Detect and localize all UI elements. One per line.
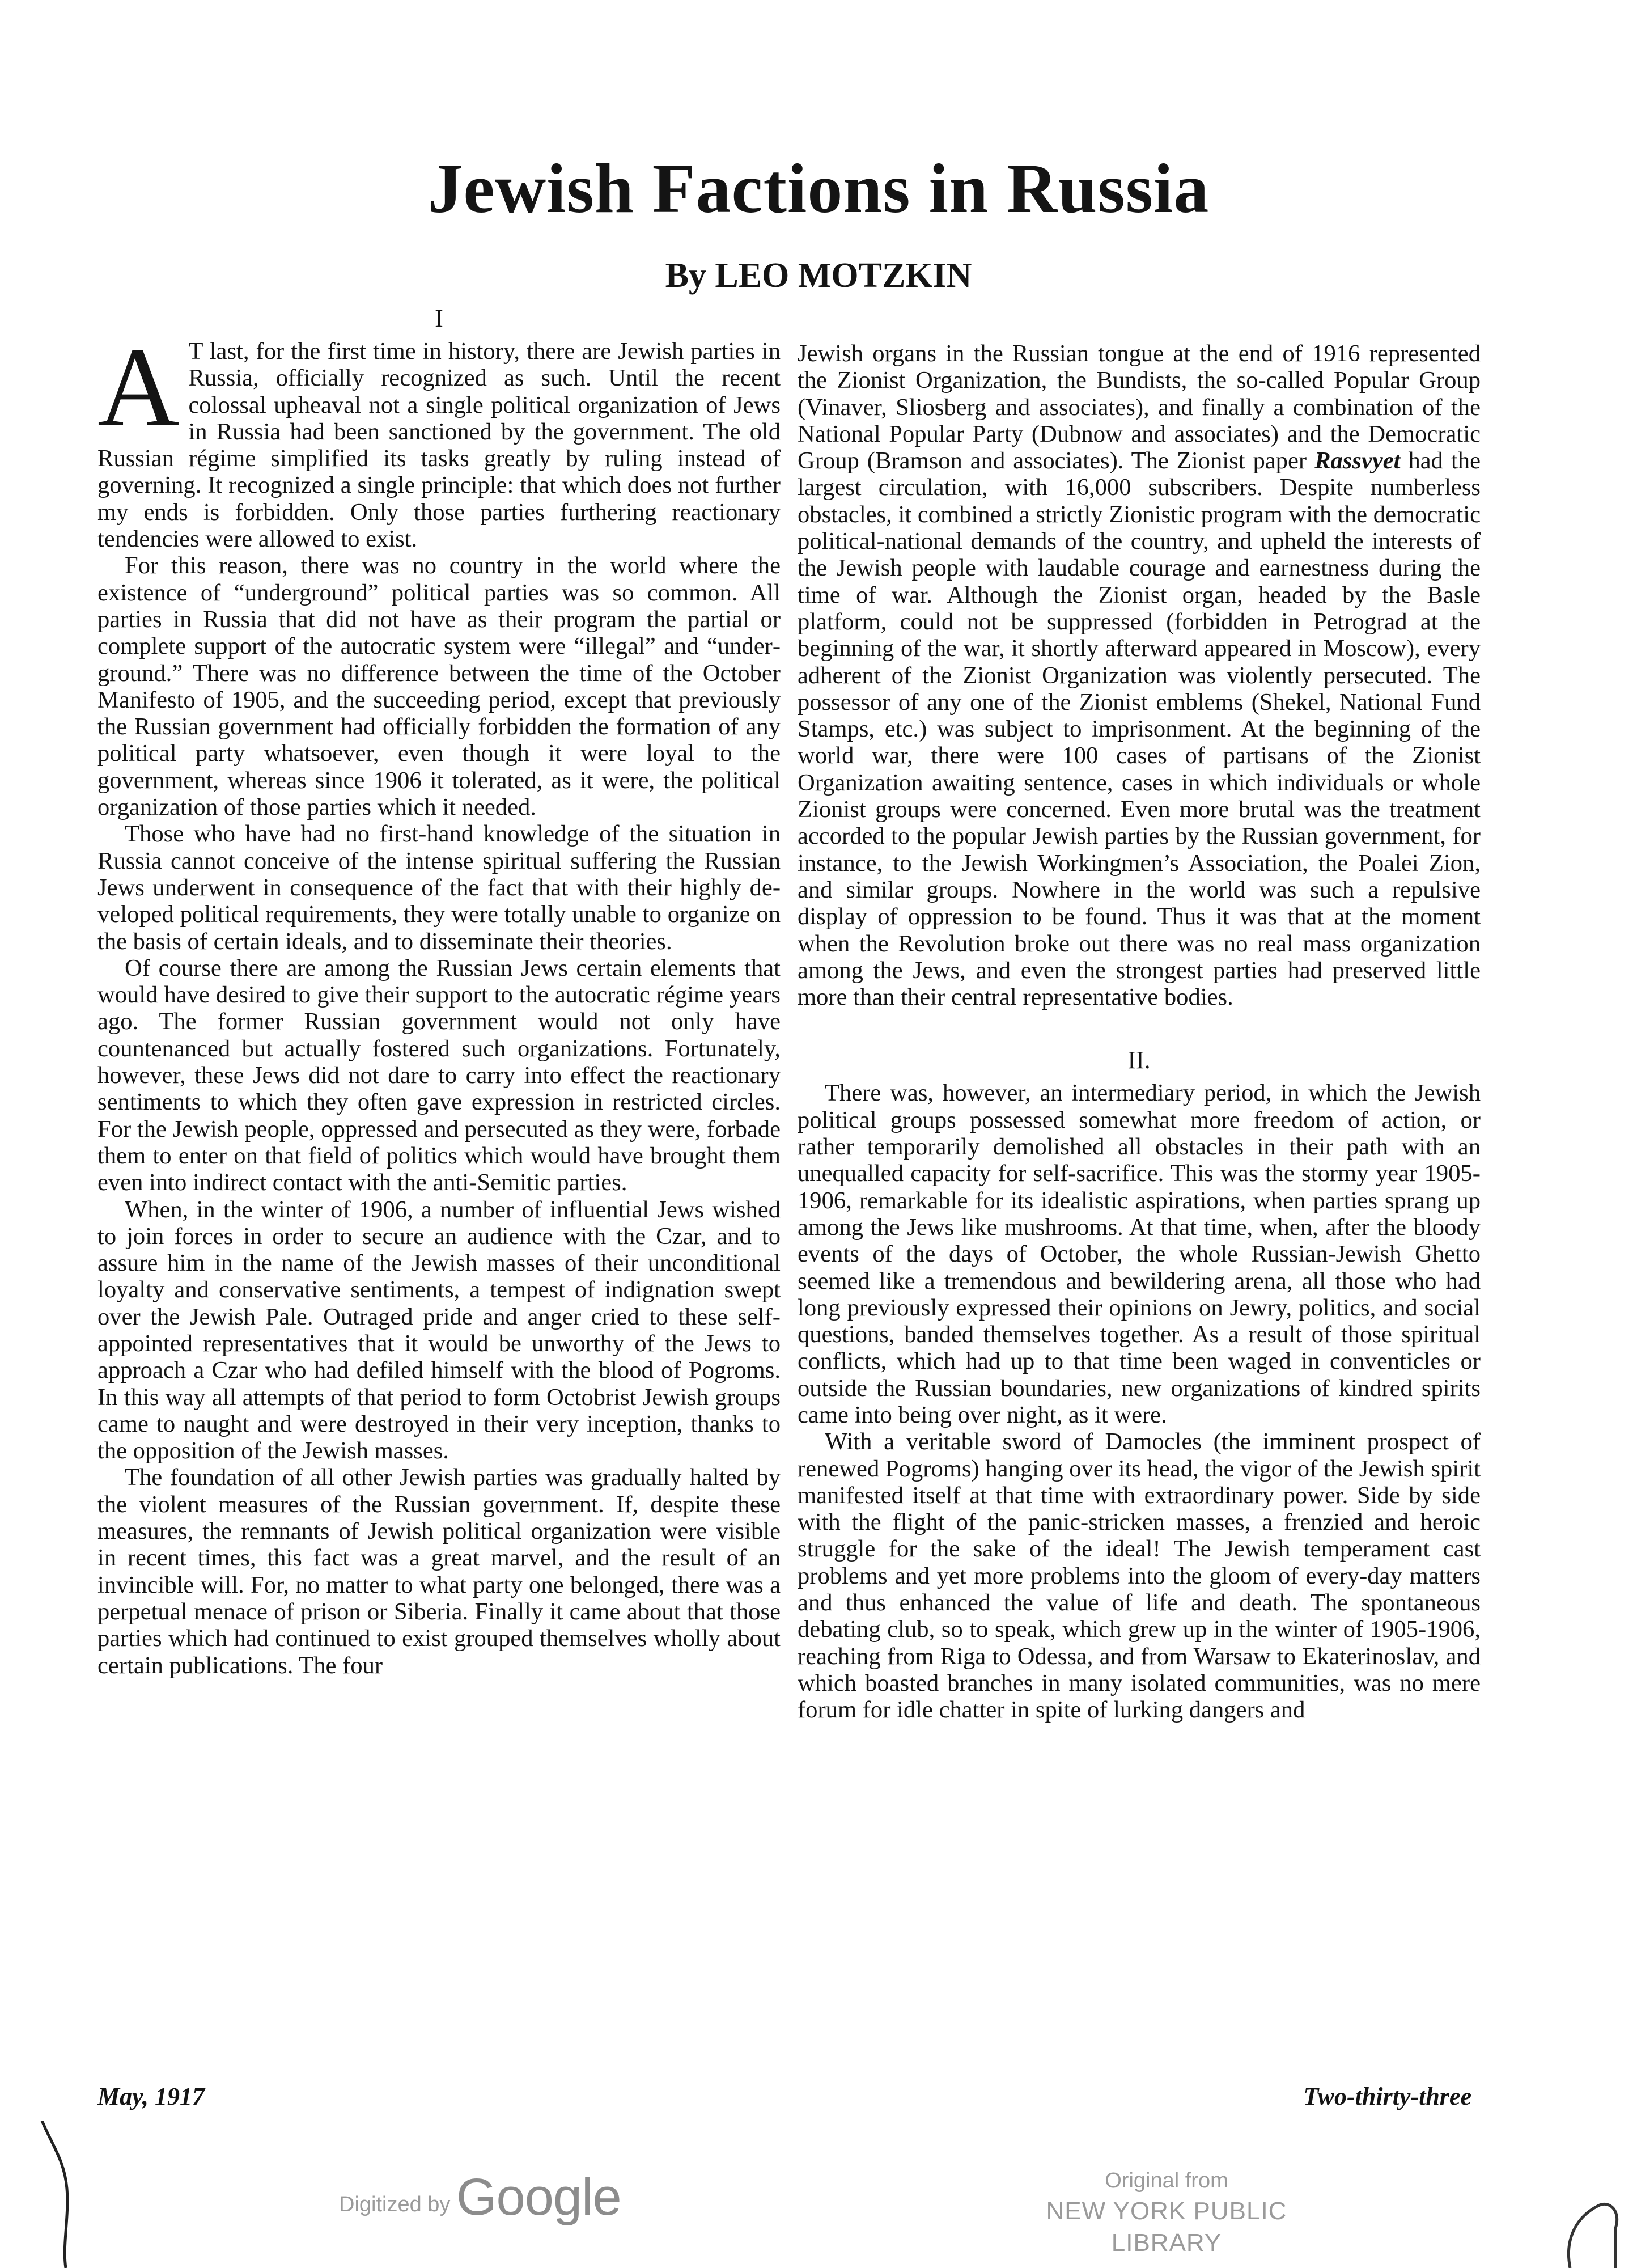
body-paragraph: Of course there are among the Russian Jews certain elements that would have desired to give their support to the autocratic régime years ago. The former Russian government would not only have countenanced but actually fostered such organizations. Fortunately, however, these Jews did not dare to carry into effect the reactionary sentiments to which they often gave expression in restricted circles. For the Jewish people, oppressed and persecuted as they were, forbade them to enter on that field of politics which would have brought them even into indirect contact with the anti-Semitic parties. [97,954,781,1196]
footer-page-number: Two-thirty-three [1303,2083,1471,2110]
section-number-1: I [435,304,443,332]
paragraph-text: had the largest circulation, with 16,000 subscribers. Despite numberless obstacles, it combined a strictly Zionistic program with the democratic political-national demands of the country, and upheld the interests of the Jewish people with laudable courage and earnestness during the time of war. Although the Zionist organ, headed by the Basle platform, could not be suppressed (forbidden in Petrograd at the beginning of the war, it shortly afterward appeared in Moscow), every adherent of the Zionist Organization was violently persecuted. The possessor of any one of the Zionist emblems (Shekel, National Fund Stamps, etc.) was subject to imprisonment. At the beginning of the world war, there were 100 cases of partisans of the Zionist Organization awaiting sentence, cases in which individuals or whole Zionist groups were concerned. Even more brutal was the treatment accorded to the popular Jewish parties by the Russian government, for instance, to the Jewish Workingmen’s Association, the Poalei Zion, and similar groups. Nowhere in the world was such a repulsive display of oppression to be found. Thus it was that at the moment when the Revolution broke out there was no real mass organization among the Jews, and even the strongest parties had preserved little more than their central representative bodies. [798,447,1481,1011]
body-paragraph: With a veritable sword of Damocles (the imminent prospect of renewed Pogroms) hanging over its head, the vigor of the Jewish spirit manifested itself at that time with extraordinary power. Side by side with the flight of the panic-stricken masses, a frenzied and heroic struggle for the sake of the ideal! The Jewish temperament cast problems and yet more problems into the gloom of every-day matters and thus enhanced the value of life and death. The spontaneous debating club, so to speak, which grew up in the winter of 1905-1906, reaching from Riga to Odessa, and from Warsaw to Ekaterinoslav, and which boasted branches in many isolated communities, was no mere forum for idle chatter in spite of lurking dangers and [798,1428,1481,1724]
body-paragraph: For this reason, there was no country in the world where the existence of “underground” political parties was so common. All parties in Russia that did not have as their program the partial or complete support of the autocratic system were “illegal” and “underground.” There was no difference between the time of the October Manifesto of 1905, and the succeeding period, except that previously the Russian government had officially forbidden the formation of any political party whatsoever, even though it were loyal to the government, whereas since 1906 it tolerated, as it were, the political organization of those parties which it needed. [97,552,781,821]
page-corner-mark [1530,2166,1637,2268]
body-paragraph: Those who have had no first-hand knowledge of the situation in Russia cannot conceive of the intense spiritual suffering the Russian Jews underwent in consequence of the fact that with their highly developed political requirements, they were totally unable to organize on the basis of certain ideals, and to disseminate their theories. [97,820,781,955]
body-paragraph: The foundation of all other Jewish parties was gradually halted by the violent measures of the Russian government. If, despite these measures, the remnants of Jewish political organization were visible in recent times, this fact was a great marvel, and the result of an invincible will. For, no matter to what party one belonged, there was a perpetual menace of prison or Siberia. Finally it came about that those parties which had continued to exist grouped themselves wholly about certain publications. The four [97,1464,781,1679]
footer-date: May, 1917 [97,2083,205,2110]
article-title: Jewish Factions in Russia [427,150,1210,227]
original-source [991,2166,1342,2259]
digitized-by-label: Digitized by [339,2193,451,2216]
left-column [97,301,781,1679]
digitized-by-google [339,2168,621,2230]
google-logo: Google [456,2168,621,2226]
library-name: NEW YORK PUBLIC LIBRARY [1046,2197,1287,2257]
paragraph-text: Jewish organs in the Russian tongue at the end of 1916 represented the Zionist Organization, the Bundists, the so-called Popular Group (Vinaver, Sliosberg and associates), and finally a combination of the National Popular Party (Dubnow and associates) and the Democratic Group (Bramson and associates). The Zionist paper [798,340,1481,475]
original-from-label: Original from [1105,2169,1228,2193]
body-paragraph: There was, however, an intermediary period, in which the Jewish political groups possessed somewhat more freedom of action, or rather temporarily demolished all obstacles in their path with an unequalled capacity for self-sacrifice. This was the stormy year 1905-1906, remarkable for its idealistic aspirations, when parties sprang up among the Jews like mushrooms. At that time, when, after the bloody events of the days of October, the whole Russian-Jewish Ghetto seemed like a tremendous and bewildering arena, all those who had long previously expressed their opinions on Jewry, politics, and social questions, banded themselves together. As a result of those spiritual conflicts, which had up to that time been waged in conventicles or outside the Russian boundaries, new organizations of kindred spirits came into being over night, as it were. [798,1080,1481,1428]
drop-cap: A [97,325,180,450]
article-byline: By LEO MOTZKIN [665,256,972,295]
page-binding-mark [40,2121,74,2268]
publication-name: Rassvyet [1314,447,1401,475]
body-paragraph: When, in the winter of 1906, a number of influential Jews wished to join forces in order to secure an audience with the Czar, and to assure him in the name of the Jewish masses of their unconditional loyalty and conservative sentiments, a tempest of indignation swept over the Jewish Pale. Outraged pride and anger cried to these self-appointed representatives that it would be unworthy of the Jews to approach a Czar who had defiled himself with the blood of Pogroms. In this way all attempts of that period to form Octobrist Jewish groups came to naught and were destroyed in their very inception, thanks to the opposition of the Jewish masses. [97,1196,781,1465]
body-paragraph [798,340,1481,1010]
body-paragraph [97,325,781,553]
right-column [798,340,1481,1724]
section-number-2: II. [1127,1046,1151,1074]
paragraph-text: T last, for the first time in history, there are Jewish parties in Russia, officially recognized as such. Until the recent colossal upheaval not a single political organization of Jews in Russia had been sanctioned by the government. The old Russian régime simplified its tasks greatly by ruling instead of governing. It recognized a single principle: that which does not further my ends is forbidden. Only those parties furthering reactionary tendencies were allowed to exist. [97,338,781,553]
